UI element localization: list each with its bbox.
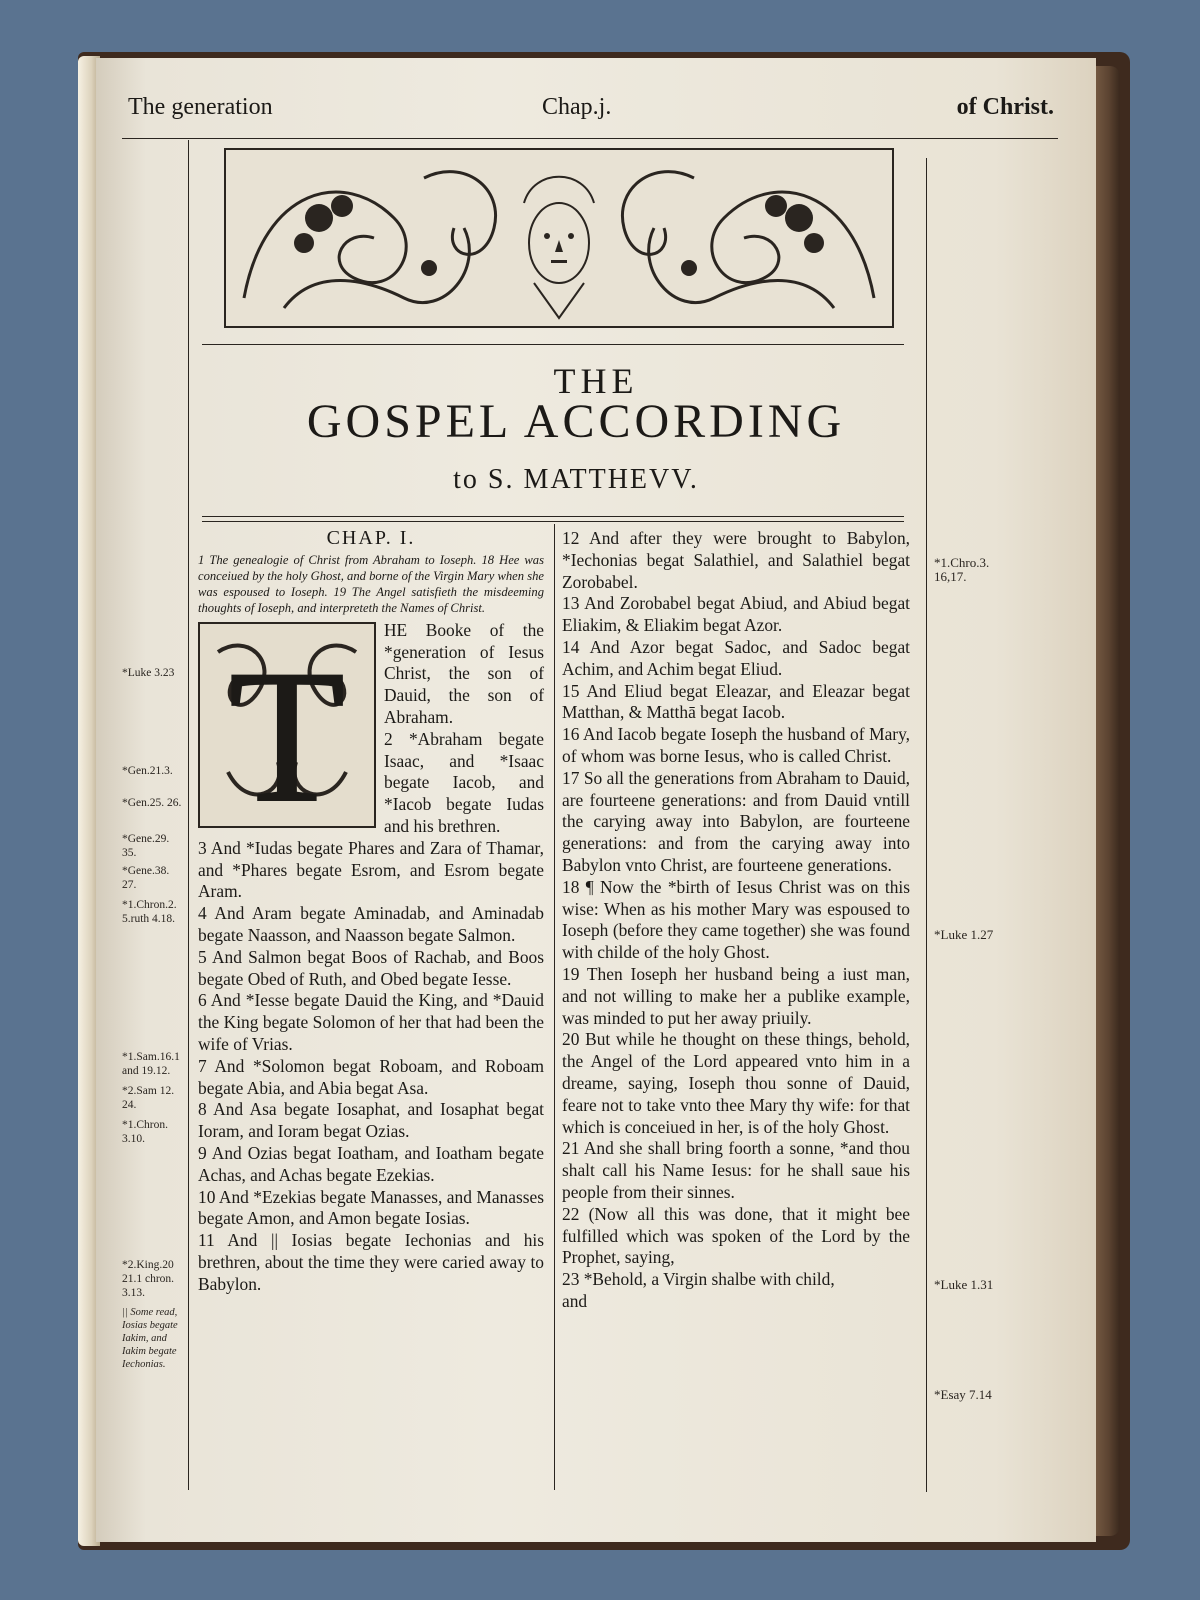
ornamental-dropcap xyxy=(198,622,376,828)
verse-left-4: 4 And Aram begate Aminadab, and Aminadab begate Naasson, and Naasson begate Salmon. xyxy=(198,903,544,945)
verse-right-16: 16 And Iacob begate Ioseph the husband of Mary, of whom was borne Iesus, who is called Christ. xyxy=(562,724,910,766)
verse-left-2: 2 *Abraham begate Isaac, and *Isaac begate Iacob, and *Iacob begate Iudas and his brethren. xyxy=(384,728,544,836)
verse-left-9: 9 And Ozias begat Ioatham, and Ioatham begate Achas, and Achas begate Ezekias. xyxy=(198,1142,544,1185)
dropcap-letter: T xyxy=(228,631,346,828)
margin-note-left: *Gen.25. 26. xyxy=(122,797,182,809)
catchword: and xyxy=(562,1290,588,1311)
verse-left-1: HE Booke of the *generation of Iesus Christ, the son of Dauid, the son of Abraham. xyxy=(384,619,544,727)
verse-left-3: 3 And *Iudas begate Phares and Zara of Thamar, and *Phares begate Esrom, and Esrom begate Aram. xyxy=(198,837,544,902)
verse-right-21: 21 And she shall bring foorth a sonne, *and thou shalt call his Name Iesus: for he shall saue his people from their sinnes. xyxy=(562,1138,910,1202)
margin-note-left: || Some read, Iosias begate Iakim, and Iakim begate Iechonias. xyxy=(122,1307,178,1370)
verse-right-22: 22 (Now all this was done, that it might bee fulfilled which was spoken of the Lord by the Prophet, saying, xyxy=(562,1203,910,1268)
chapter-summary: 1 The genealogie of Christ from Abraham to Ioseph. 18 Hee was conceiued by the holy Ghost, and borne of the Virgin Mary when she was espoused to Ioseph. 19 The Angel satisfieth the misdeeming thoughts of Ioseph, and interpreteth the Names of Christ. xyxy=(198,552,544,615)
verse-right-14: 14 And Azor begat Sadoc, and Sadoc begat Achim, and Achim begat Eliud. xyxy=(562,636,910,679)
margin-note-left: *Luke 3.23 xyxy=(122,667,175,679)
rule-right-outer xyxy=(926,158,927,1492)
header-chapter: Chap.j. xyxy=(542,94,612,120)
verse-right-23: 23 *Behold, a Virgin shalbe with child, xyxy=(562,1269,835,1290)
verse-left-8: 8 And Asa begate Iosaphat, and Iosaphat begat Ioram, and Ioram begat Ozias. xyxy=(198,1099,544,1142)
margin-note-right: *Luke 1.31 xyxy=(934,1277,994,1292)
verse-left-10: 10 And *Ezekias begate Manasses, and Manasses begate Amon, and Amon begate Iosias. xyxy=(198,1186,544,1229)
verse-left-6: 6 And *Iesse begate Dauid the King, and *Dauid the King begate Solomon of her that had been the wife of Vrias. xyxy=(198,990,544,1054)
title-subtitle: to S. MATTHEVV. xyxy=(453,464,699,495)
verse-left-11: 11 And || Iosias begate Iechonias and his brethren, about the time they were caried away to Babylon. xyxy=(198,1230,544,1294)
verse-left-7: 7 And *Solomon begat Roboam, and Roboam begate Abia, and Abia begat Asa. xyxy=(198,1055,544,1098)
left-column xyxy=(198,528,544,1296)
verse-right-15: 15 And Eliud begat Eleazar, and Eleazar begat Matthan, & Matthā begat Iacob. xyxy=(562,680,910,723)
margin-note-left: *1.Sam.16.1 and 19.12. xyxy=(122,1051,180,1077)
margin-note-left: *2.King.20 21.1 chron. 3.13. xyxy=(122,1259,175,1299)
verse-right-12: 12 And after they were brought to Babylon, *Iechonias begat Salathiel, and Salathiel begat Zorobabel. xyxy=(562,528,910,592)
rule-left-outer xyxy=(188,140,189,1490)
rule-under-ornament xyxy=(202,344,904,345)
verse-right-19: 19 Then Ioseph her husband being a iust man, and not willing to make her a publike example, was minded to put her away priuily. xyxy=(562,963,910,1028)
verse-right-18: 18 ¶ Now the *birth of Iesus Christ was on this wise: When as his mother Mary was espoused to Ioseph (before they came together) she was found with childe of the holy Ghost. xyxy=(562,876,910,963)
margin-note-left: *Gene.29. 35. xyxy=(122,833,170,859)
header-right: of Christ. xyxy=(956,94,1054,120)
margin-note-left: *Gene.38. 27. xyxy=(122,865,170,891)
title-main: GOSPEL ACCORDING xyxy=(306,395,846,448)
margin-note-right: *Esay 7.14 xyxy=(934,1387,992,1402)
verse-right-20: 20 But while he thought on these things, behold, the Angel of the Lord appeared vnto him in a dreame, saying, Ioseph thou sonne of Dauid, feare not to take vnto thee Mary thy wife: for that which is conceiued in her, is of the holy Ghost. xyxy=(562,1029,910,1137)
book-page xyxy=(96,58,1096,1542)
verse-right-13: 13 And Zorobabel begat Abiud, and Abiud begat Eliakim, & Eliakim begat Azor. xyxy=(562,593,910,636)
margin-note-right: *1.Chro.3. 16,17. xyxy=(934,555,990,584)
margin-note-left: *Gen.21.3. xyxy=(122,765,173,777)
margin-note-left: *2.Sam 12. 24. xyxy=(122,1085,175,1111)
verse-right-17: 17 So all the generations from Abraham to Dauid, are fourteene generations: and from Dauid vntill the carying away into Babylon, are fourteene generations: and from the carying away into Babylon vnto Christ, are fourteene generations. xyxy=(562,767,910,875)
rule-under-title xyxy=(202,516,904,517)
margin-note-right: *Luke 1.27 xyxy=(934,927,994,942)
title-the: THE xyxy=(553,361,639,401)
running-header xyxy=(122,86,1058,139)
rule-under-title-2 xyxy=(202,521,904,522)
ornamental-headpiece xyxy=(224,148,894,328)
verse-left-5: 5 And Salmon begat Boos of Rachab, and Boos begate Obed of Ruth, and Obed begate Iesse. xyxy=(198,946,544,989)
page-edges xyxy=(1092,66,1120,1536)
right-column xyxy=(562,528,910,1313)
margin-note-left: *1.Chron.2. 5.ruth 4.18. xyxy=(122,899,177,925)
chapter-heading: CHAP. I. xyxy=(326,527,416,549)
header-left: The generation xyxy=(128,94,273,120)
margin-note-left: *1.Chron. 3.10. xyxy=(122,1119,168,1145)
rule-column-divider xyxy=(554,524,555,1490)
